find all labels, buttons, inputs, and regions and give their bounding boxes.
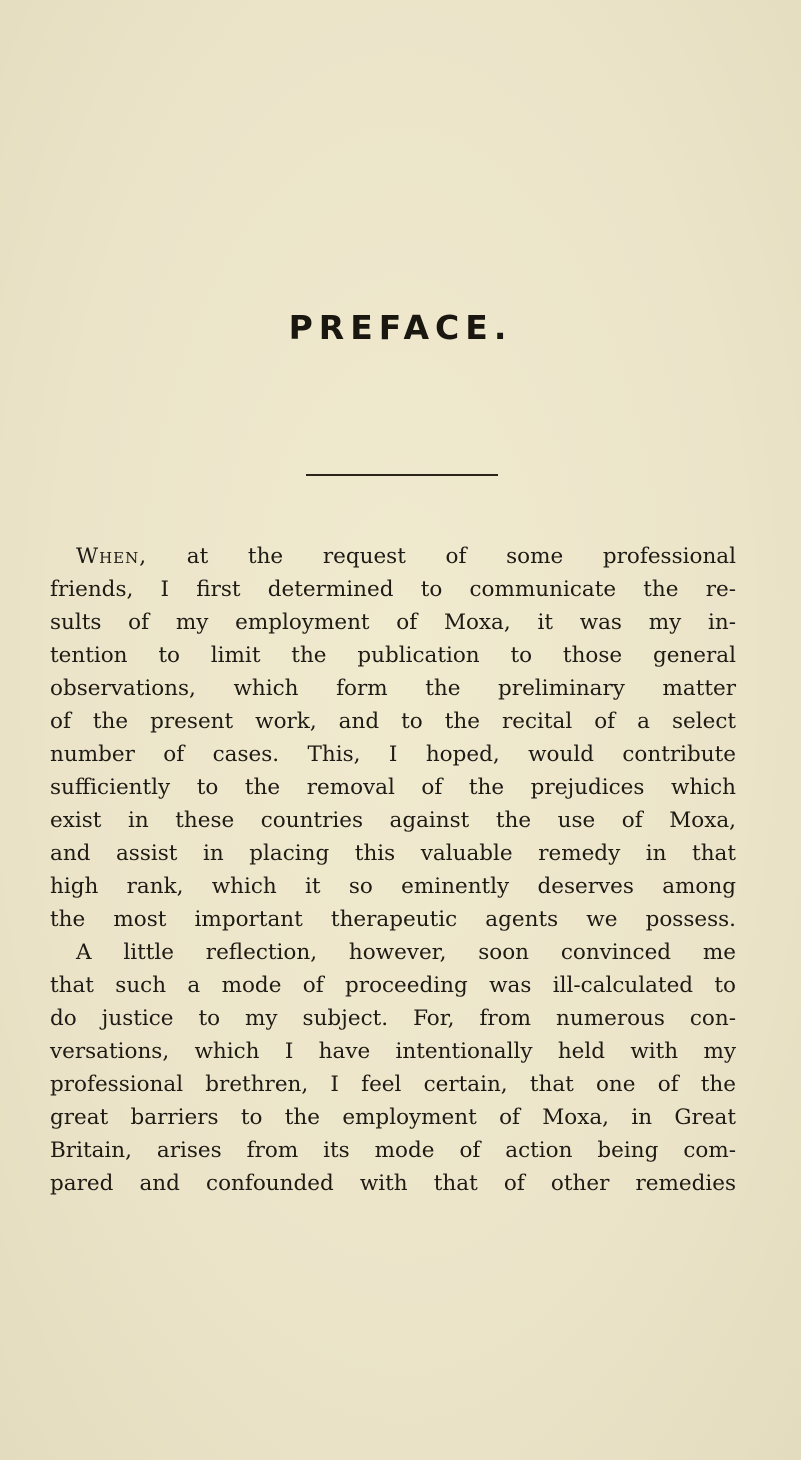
text-line: great barriers to the employment of Moxa, in Great xyxy=(50,1105,736,1130)
text-line xyxy=(50,540,736,573)
text-line: of the present work, and to the recital of a select xyxy=(50,709,736,734)
text-line: versations, which I have intentionally held with my xyxy=(50,1039,736,1064)
text-line: Britain, arises from its mode of action being com- xyxy=(50,1138,736,1163)
text-line: number of cases. This, I hoped, would contribute xyxy=(50,742,736,767)
text-line: the most important therapeutic agents we possess. xyxy=(50,907,736,932)
text-line: high rank, which it so eminently deserves among xyxy=(50,874,736,899)
text-line: that such a mode of proceeding was ill-calculated to xyxy=(50,973,736,998)
text-line: exist in these countries against the use of Moxa, xyxy=(50,808,736,833)
text-line: sults of my employment of Moxa, it was my in- xyxy=(50,610,736,635)
text-line: and assist in placing this valuable remedy in that xyxy=(50,841,736,866)
opening-word: When, xyxy=(76,544,148,569)
text-line: sufficiently to the removal of the prejudices which xyxy=(50,775,736,800)
text-line: pared and confounded with that of other remedies xyxy=(50,1171,736,1196)
text-line: tention to limit the publication to those general xyxy=(50,643,736,668)
text-line: A little reflection, however, soon convinced me xyxy=(76,940,736,965)
text-line: friends, I first determined to communicate the re- xyxy=(50,577,736,602)
text-line: observations, which form the preliminary matter xyxy=(50,676,736,701)
preface-text xyxy=(50,540,736,1200)
text-line-content: at the request of some professional xyxy=(147,544,736,569)
text-line: professional brethren, I feel certain, that one of the xyxy=(50,1072,736,1097)
page-title: PREFACE. xyxy=(288,308,513,347)
title-divider xyxy=(306,474,498,476)
text-line: do justice to my subject. For, from numerous con- xyxy=(50,1006,736,1031)
